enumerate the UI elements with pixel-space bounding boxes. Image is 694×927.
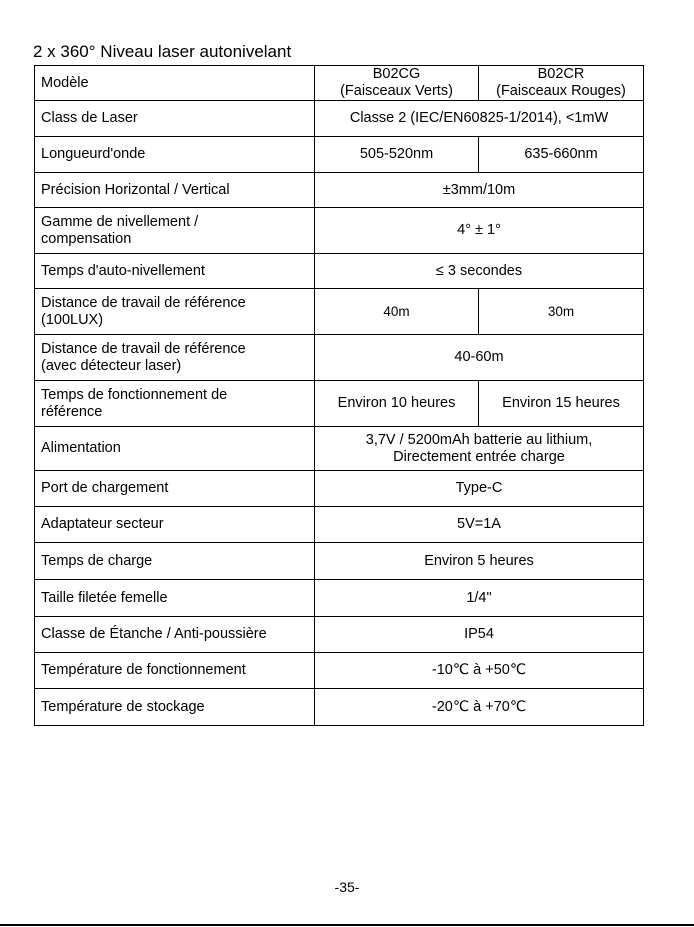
- page-number: -35-: [334, 879, 360, 895]
- row-label: Température de fonctionnement: [35, 653, 315, 689]
- row-label: Adaptateur secteur: [35, 507, 315, 543]
- row-label: Gamme de nivellement / compensation: [35, 208, 315, 254]
- row-value: -10℃ à +50℃: [315, 653, 644, 689]
- table-row: [35, 289, 644, 335]
- table-row: [35, 617, 644, 653]
- spec-table: [34, 65, 644, 726]
- bottom-rule: [0, 924, 694, 926]
- table-row: [35, 689, 644, 726]
- row-label: Taille filetée femelle: [35, 580, 315, 617]
- page-title: 2 x 360° Niveau laser autonivelant: [33, 42, 292, 61]
- table-row: [35, 381, 644, 427]
- row-value-green: 505-520nm: [315, 137, 479, 173]
- table-row: [35, 137, 644, 173]
- row-label: Précision Horizontal / Vertical: [35, 173, 315, 208]
- row-value-green: 40m: [315, 289, 479, 335]
- row-value: IP54: [315, 617, 644, 653]
- row-value: Classe 2 (IEC/EN60825-1/2014), <1mW: [315, 101, 644, 137]
- row-value-red: Environ 15 heures: [479, 381, 644, 427]
- row-value-red: 635-660nm: [479, 137, 644, 173]
- header-model-green: B02CG (Faisceaux Verts): [315, 66, 479, 101]
- row-label: Temps de charge: [35, 543, 315, 580]
- row-label: Temps d'auto-nivellement: [35, 254, 315, 289]
- table-row: [35, 653, 644, 689]
- table-header-row: [35, 66, 644, 101]
- row-value: 5V=1A: [315, 507, 644, 543]
- row-label: Longueurd'onde: [35, 137, 315, 173]
- row-label: Temps de fonctionnement de référence: [35, 381, 315, 427]
- row-label: Distance de travail de référence (100LUX): [35, 289, 315, 335]
- row-value: ±3mm/10m: [315, 173, 644, 208]
- table-row: [35, 427, 644, 471]
- table-row: [35, 101, 644, 137]
- row-value: 4° ± 1°: [315, 208, 644, 254]
- row-label: Alimentation: [35, 427, 315, 471]
- table-row: [35, 471, 644, 507]
- row-value: 40-60m: [315, 335, 644, 381]
- row-label: Class de Laser: [35, 101, 315, 137]
- table-row: [35, 335, 644, 381]
- row-label: Distance de travail de référence (avec détecteur laser): [35, 335, 315, 381]
- table-row: [35, 543, 644, 580]
- row-value: 3,7V / 5200mAh batterie au lithium, Directement entrée charge: [315, 427, 644, 471]
- row-value: Type-C: [315, 471, 644, 507]
- row-value: Environ 5 heures: [315, 543, 644, 580]
- table-row: [35, 173, 644, 208]
- row-value: -20℃ à +70℃: [315, 689, 644, 726]
- table-row: [35, 208, 644, 254]
- row-label: Température de stockage: [35, 689, 315, 726]
- row-value: 1/4": [315, 580, 644, 617]
- table-row: [35, 580, 644, 617]
- header-label: Modèle: [35, 66, 315, 101]
- row-value-red: 30m: [479, 289, 644, 335]
- row-label: Port de chargement: [35, 471, 315, 507]
- row-label: Classe de Étanche / Anti-poussière: [35, 617, 315, 653]
- header-model-red: B02CR (Faisceaux Rouges): [479, 66, 644, 101]
- table-row: [35, 507, 644, 543]
- row-value-green: Environ 10 heures: [315, 381, 479, 427]
- table-row: [35, 254, 644, 289]
- row-value: ≤ 3 secondes: [315, 254, 644, 289]
